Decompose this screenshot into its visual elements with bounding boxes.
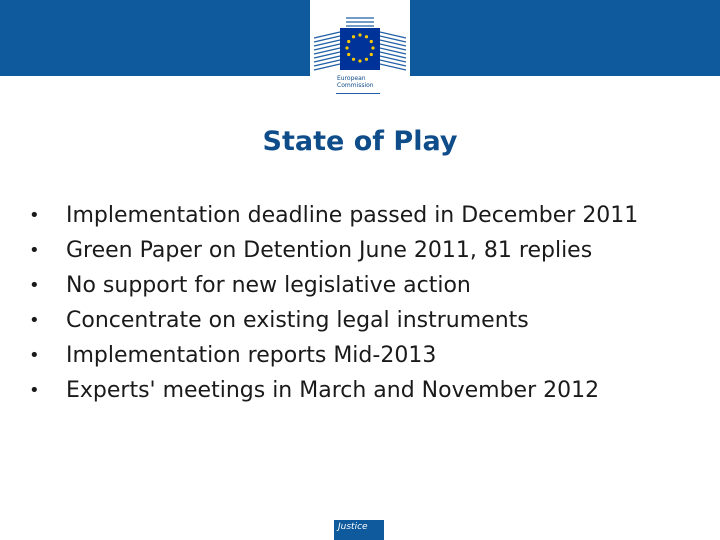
bullet-item-deadline [29, 204, 669, 228]
bullet-text: Concentrate on existing legal instruments [66, 308, 529, 333]
bullet-text: No support for new legislative action [66, 273, 471, 298]
bullet-icon: • [29, 205, 40, 226]
bullet-icon: • [29, 380, 40, 401]
slide-title: State of Play [262, 126, 458, 157]
bullet-icon: • [29, 240, 40, 261]
bullet-text: Implementation reports Mid-2013 [66, 343, 437, 368]
logo-line-commission: Commission [337, 82, 374, 89]
bullet-list [29, 204, 669, 414]
bullet-icon: • [29, 310, 40, 331]
bullet-item-green-paper [29, 239, 669, 263]
bullet-text: Green Paper on Detention June 2011, 81 replies [66, 238, 593, 263]
bullet-text: Experts' meetings in March and November 2012 [66, 378, 600, 403]
logo-line-european: European [337, 75, 366, 82]
logo-text [337, 75, 374, 89]
footer-justice-tag: Justice [334, 520, 384, 540]
bullet-item-experts [29, 379, 669, 403]
bullet-item-concentrate [29, 309, 669, 333]
bullet-icon: • [29, 345, 40, 366]
european-commission-logo [310, 0, 410, 100]
bullet-item-no-support [29, 274, 669, 298]
bullet-item-reports [29, 344, 669, 368]
bullet-icon: • [29, 275, 40, 296]
bullet-text: Implementation deadline passed in December 2011 [66, 203, 639, 228]
